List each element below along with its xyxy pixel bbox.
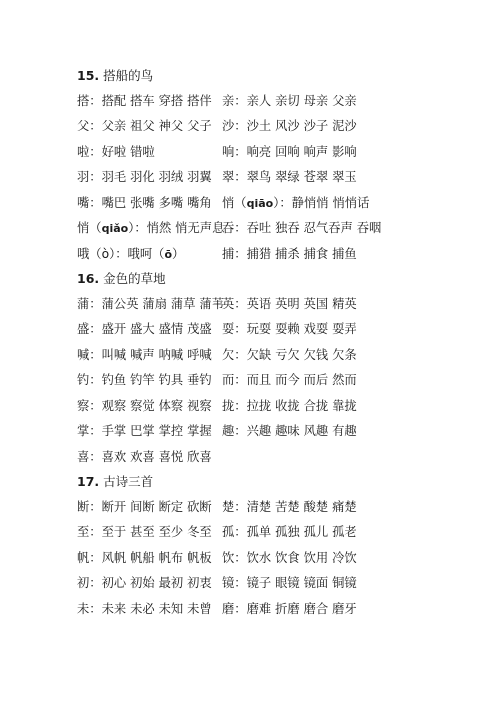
entry-right: 吞：吞吐 独吞 忍气吞声 吞咽 bbox=[222, 221, 382, 235]
entry-right: 拢：拉拢 收拢 合拢 靠拢 bbox=[222, 398, 357, 413]
word-row bbox=[77, 448, 477, 466]
entry-left: 喜：喜欢 欢喜 喜悦 欣喜 bbox=[77, 449, 212, 464]
section-title-text: 金色的草地 bbox=[103, 271, 166, 286]
word-row bbox=[77, 92, 477, 110]
word-row bbox=[77, 600, 477, 618]
pinyin: qiāo bbox=[246, 196, 274, 210]
entry-words: ）：悄然 悄无声息 bbox=[128, 221, 225, 235]
entry-right: 镜：镜子 眼镜 镜面 铜镜 bbox=[222, 576, 357, 590]
entry-left: 盛：盛开 盛大 盛情 茂盛 bbox=[77, 322, 212, 336]
entry-right: 亲：亲人 亲切 母亲 父亲 bbox=[222, 93, 357, 108]
entry-right bbox=[222, 194, 369, 212]
word-row bbox=[77, 219, 477, 237]
entry-char: 哦（ò）：哦呵（ bbox=[77, 246, 165, 261]
entry-right: 而：而且 而今 而后 然而 bbox=[222, 373, 357, 387]
entry-left bbox=[77, 245, 222, 263]
entry-right: 响：响亮 回响 响声 影响 bbox=[222, 144, 357, 159]
word-row bbox=[77, 371, 477, 389]
word-row bbox=[77, 245, 477, 263]
pinyin: ō bbox=[164, 247, 173, 261]
entry-left: 初：初心 初始 最初 初衷 bbox=[77, 576, 212, 590]
entry-left: 察：观察 察觉 体察 视察 bbox=[77, 398, 212, 413]
entry-left: 蒲：蒲公英 蒲扇 蒲草 蒲苇 bbox=[77, 296, 224, 311]
word-row bbox=[77, 574, 477, 592]
pinyin: qiǎo bbox=[101, 222, 129, 235]
section-title-text: 古诗三首 bbox=[103, 474, 154, 489]
entry-right: 翠：翠鸟 翠绿 苍翠 翠玉 bbox=[222, 170, 357, 184]
entry-char: 悄（ bbox=[77, 221, 102, 235]
entry-right: 英：英语 英明 英国 精英 bbox=[222, 296, 357, 311]
entry-left: 啦：好啦 错啦 bbox=[77, 144, 155, 159]
word-row bbox=[77, 295, 477, 313]
entry-left: 搭：搭配 搭车 穿搭 搭伴 bbox=[77, 93, 212, 108]
entry-right: 孤：孤单 孤独 孤儿 孤老 bbox=[222, 525, 357, 539]
word-row bbox=[77, 194, 477, 212]
word-row bbox=[77, 168, 477, 186]
entry-left: 羽：羽毛 羽化 羽绒 羽翼 bbox=[77, 170, 212, 184]
section-title bbox=[77, 473, 477, 491]
entry-right: 捕：捕猎 捕杀 捕食 捕鱼 bbox=[222, 246, 357, 261]
entry-left: 喊：叫喊 喊声 呐喊 呼喊 bbox=[77, 347, 212, 362]
entry-right: 沙：沙土 风沙 沙子 泥沙 bbox=[222, 119, 357, 133]
entry-left: 父：父亲 祖父 神父 父子 bbox=[77, 119, 212, 133]
entry-right: 欠：欠缺 亏欠 欠钱 欠条 bbox=[222, 347, 357, 362]
section-number: 16. bbox=[77, 271, 100, 286]
word-row bbox=[77, 549, 477, 567]
entry-right: 磨：磨难 折磨 磨合 磨牙 bbox=[222, 601, 357, 616]
entry-left: 断：断开 间断 断定 砍断 bbox=[77, 499, 212, 514]
word-row bbox=[77, 143, 477, 161]
entry-left: 至：至于 甚至 至少 冬至 bbox=[77, 525, 212, 539]
entry-left: 掌：手掌 巴掌 掌控 掌握 bbox=[77, 424, 212, 438]
section-title bbox=[77, 67, 477, 85]
entry-right: 趣：兴趣 趣味 风趣 有趣 bbox=[222, 424, 357, 438]
entry-left bbox=[77, 219, 225, 237]
word-row bbox=[77, 117, 477, 135]
entry-left: 钓：钓鱼 钓竿 钓具 垂钓 bbox=[77, 373, 212, 387]
word-row bbox=[77, 498, 477, 516]
entry-left: 帆：风帆 帆船 帆布 帆板 bbox=[77, 550, 212, 565]
word-row bbox=[77, 523, 477, 541]
vocabulary-document bbox=[77, 64, 477, 625]
entry-right: 楚：清楚 苦楚 酸楚 痛楚 bbox=[222, 499, 357, 514]
section-number: 15. bbox=[77, 68, 100, 83]
entry-char: 悄（ bbox=[222, 195, 247, 210]
word-row bbox=[77, 397, 477, 415]
word-row bbox=[77, 320, 477, 338]
entry-words: ）：静悄悄 悄悄话 bbox=[273, 195, 370, 210]
section-title bbox=[77, 270, 477, 288]
section-number: 17. bbox=[77, 474, 100, 489]
entry-left: 未：未来 未必 未知 未曾 bbox=[77, 601, 212, 616]
entry-right: 饮：饮水 饮食 饮用 冷饮 bbox=[222, 550, 357, 565]
entry-left: 嘴：嘴巴 张嘴 多嘴 嘴角 bbox=[77, 195, 212, 210]
word-row bbox=[77, 346, 477, 364]
entry-right: 耍：玩耍 耍赖 戏耍 耍弄 bbox=[222, 322, 357, 336]
entry-words: ） bbox=[172, 246, 185, 261]
word-row bbox=[77, 422, 477, 440]
section-title-text: 搭船的鸟 bbox=[103, 68, 154, 83]
